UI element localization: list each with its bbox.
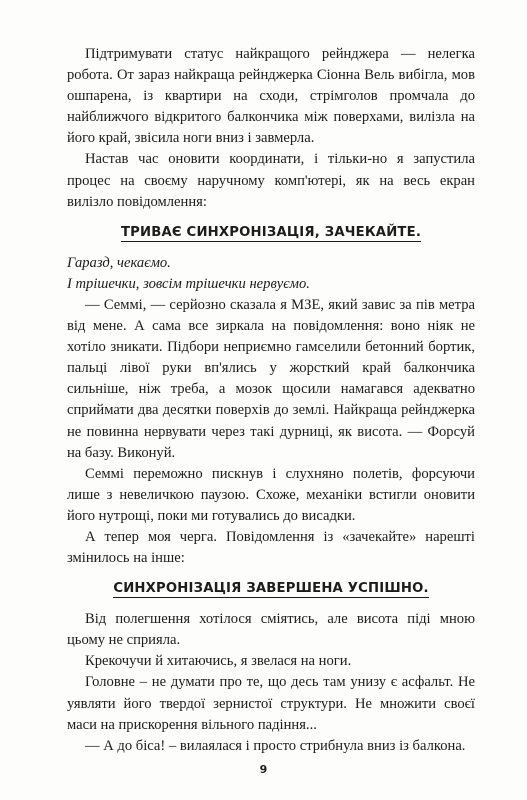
body-text: [67, 44, 475, 757]
italic-line-waiting: Гаразд, чекаємо.: [67, 254, 171, 271]
paragraph-coordinates: Настав час оновити координати, і тільки-но я запустила процес на своєму наручному комп'ютері, як на весь екран вилізло повідомлення:: [67, 151, 475, 210]
paragraph-asphalt: Головне – не думати про те, що десь там унизу є асфальт. Не уявляти його твердої зернистої структури. Не множити своєї маси на прискорення вільного падіння...: [67, 674, 475, 733]
paragraph-intro: Підтримувати статус найкращого рейнджера — нелегка робота. От зараз найкраща рейнджерка Сіонна Вель вибігла, мов ошпарена, із квартири на сходи, стрімголов промчала до найближчого відкритого балкончика між поверхами, вилізла на його край, звісила ноги вниз і завмерла.: [67, 46, 475, 147]
page-number: 9: [259, 763, 268, 776]
paragraph-jump: — А до біса! – вилаялася і просто стрибнула вниз із балкона.: [85, 737, 466, 754]
sync-waiting-heading-text: ТРИВАЄ СИНХРОНІЗАЦІЯ, ЗАЧЕКАЙТЕ.: [120, 224, 422, 240]
sync-waiting-heading: [67, 223, 475, 243]
paragraph-my-turn: А тепер моя черга. Повідомлення із «зачекайте» нарешті змінилось на інше:: [67, 528, 475, 567]
sync-done-heading: [67, 579, 475, 599]
paragraph-relief: Від полегшення хотілося сміятись, але висота піді мною цьому не сприяла.: [67, 611, 475, 649]
paragraph-stand-up: Крекочучи й хитаючись, я звелася на ноги.: [85, 653, 352, 670]
paragraph-semmi-flies: Семмі переможно пискнув і слухняно полетів, форсуючи лише з невеличкою паузою. Схоже, механіки встигли оновити його нутрощі, поки ми готувались до висадки.: [67, 465, 475, 524]
paragraph-dialogue-semmi: — Семмі, — серйозно сказала я МЗЕ, який завис за пів метра від мене. А сама все зиркала на повідомлення: воно ніяк не хотіло зникати. Підбори неприємно гамселили бетонний бортик, пальці лівої руки вп'ялись у жорсткий край балкончика сильніше, ніж треба, а мозок щосили намагався адекватно сприймати два десятки поверхів до землі. Найкраща рейнджерка не повинна нервувати через такі дурниці, як висота. — Форсуй на базу. Виконуй.: [67, 296, 475, 461]
italic-line-nervous: І трішечки, зовсім трішечки нервуємо.: [67, 275, 310, 292]
sync-done-heading-text: СИНХРОНІЗАЦІЯ ЗАВЕРШЕНА УСПІШНО.: [113, 581, 429, 597]
